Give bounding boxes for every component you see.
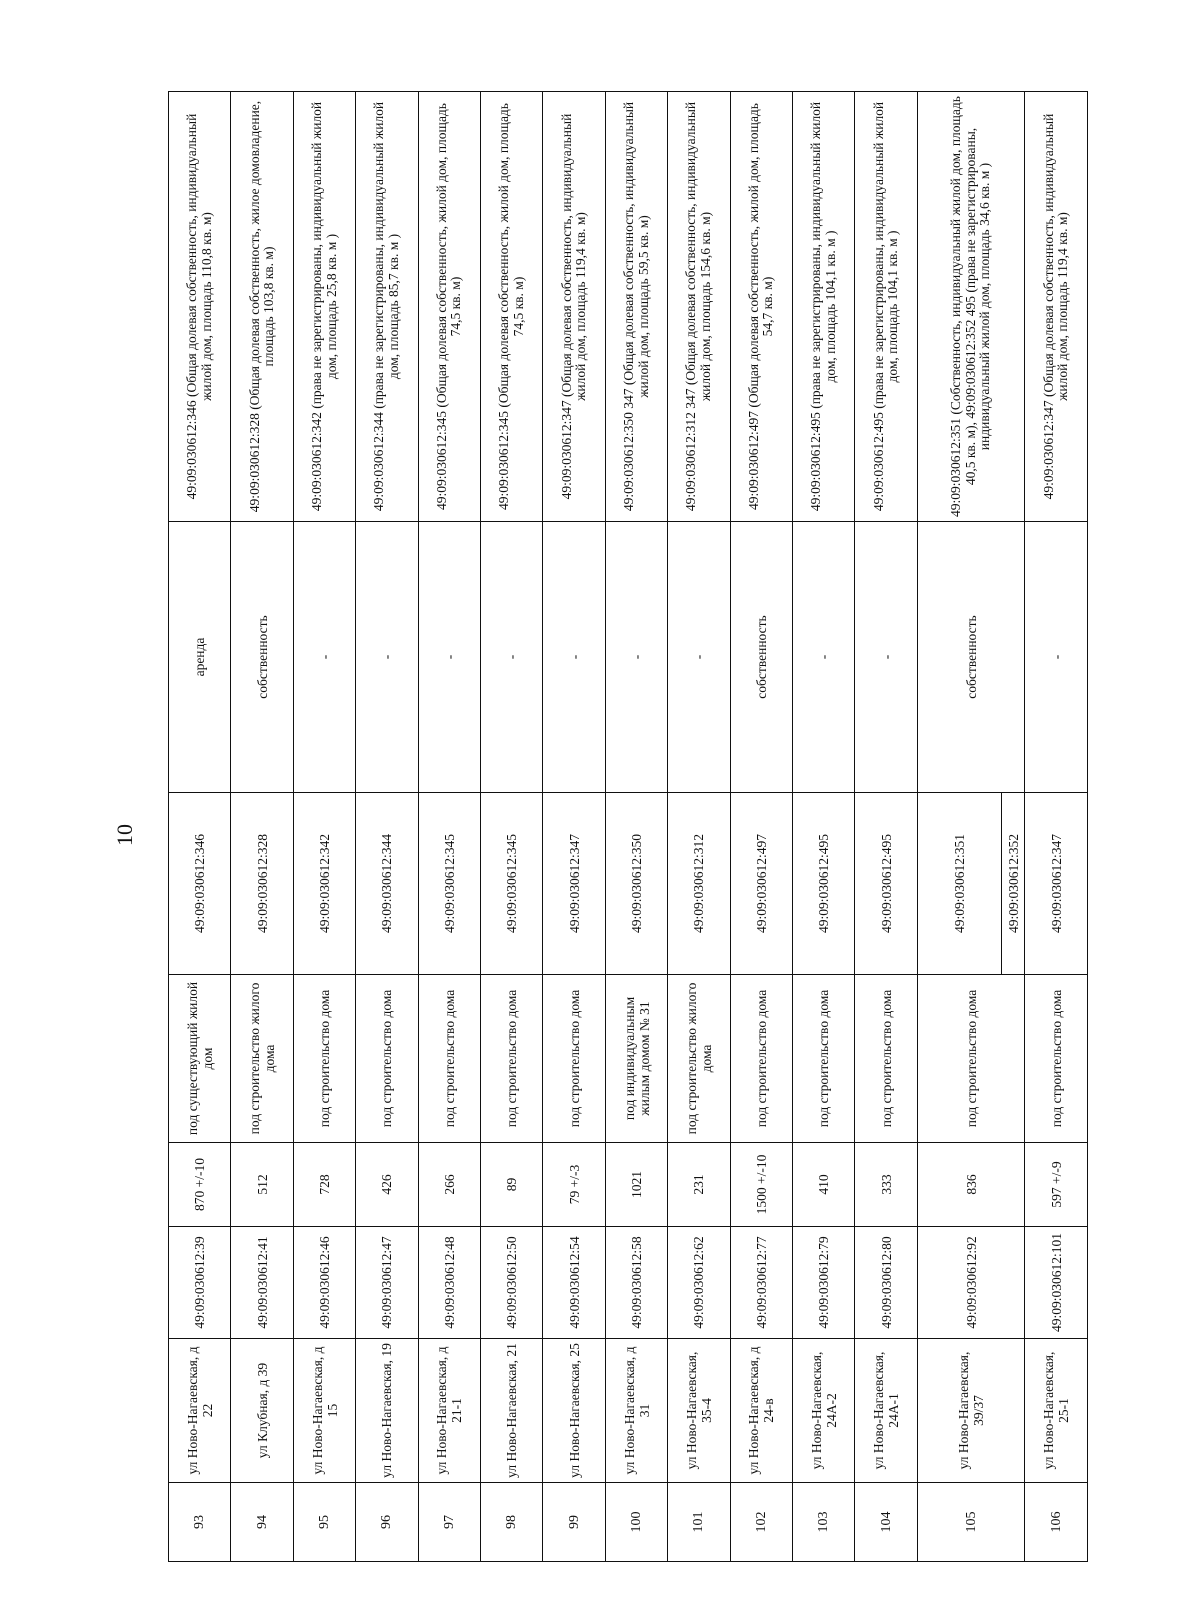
area-cell: 728 — [293, 1143, 355, 1227]
building-number-cell: 49:09:030612:312 — [668, 793, 730, 975]
building-number-cell: 49:09:030612:495 — [793, 793, 855, 975]
area-cell: 836 — [917, 1143, 1025, 1227]
permitted-use-cell: под строительство дома — [855, 975, 917, 1143]
building-number-cell: 49:09:030612:346 — [169, 793, 231, 975]
address-cell: ул Ново-Нагаевская, д 24-в — [730, 1339, 792, 1483]
area-cell: 266 — [418, 1143, 480, 1227]
building-info-cell: 49:09:030612:345 (Общая долевая собственность, жилой дом, площадь 74,5 кв. м) — [418, 92, 480, 522]
right-type-cell: - — [855, 522, 917, 793]
row-number: 102 — [730, 1483, 792, 1562]
land-registry-sheet — [168, 92, 1088, 1562]
address-cell: ул Ново-Нагаевская, 21 — [481, 1339, 543, 1483]
area-cell: 231 — [668, 1143, 730, 1227]
cadastral-number-cell: 49:09:030612:46 — [293, 1227, 355, 1339]
address-cell: ул Ново-Нагаевская, 19 — [356, 1339, 418, 1483]
right-type-cell: - — [356, 522, 418, 793]
cadastral-number-cell: 49:09:030612:58 — [605, 1227, 667, 1339]
permitted-use-cell: под строительство дома — [418, 975, 480, 1143]
address-cell: ул Ново-Нагаевская, 39/37 — [917, 1339, 1025, 1483]
address-cell: ул Ново-Нагаевская, 25-1 — [1025, 1339, 1088, 1483]
building-number-cell: 49:09:030612:350 — [605, 793, 667, 975]
right-type-cell: - — [481, 522, 543, 793]
building-number-cell: 49:09:030612:347 — [543, 793, 605, 975]
row-number: 106 — [1025, 1483, 1088, 1562]
cadastral-number-cell: 49:09:030612:50 — [481, 1227, 543, 1339]
right-type-cell: собственность — [917, 522, 1025, 793]
right-type-cell: - — [793, 522, 855, 793]
cadastral-number-cell: 49:09:030612:41 — [231, 1227, 293, 1339]
address-cell: ул Ново-Нагаевская, 25 — [543, 1339, 605, 1483]
building-info-cell: 49:09:030612:345 (Общая долевая собственность, жилой дом, площадь 74,5 кв. м) — [481, 92, 543, 522]
building-number-cell: 49:09:030612:495 — [855, 793, 917, 975]
area-cell: 333 — [855, 1143, 917, 1227]
table-row — [169, 92, 231, 1562]
table-row — [793, 92, 855, 1562]
row-number: 98 — [481, 1483, 543, 1562]
table-row — [356, 92, 418, 1562]
right-type-cell: собственность — [231, 522, 293, 793]
cadastral-number-cell: 49:09:030612:54 — [543, 1227, 605, 1339]
right-type-cell: аренда — [169, 522, 231, 793]
address-cell: ул Ново-Нагаевская, 24А-2 — [793, 1339, 855, 1483]
page-number: 10 — [112, 824, 137, 846]
area-cell: 79 +/-3 — [543, 1143, 605, 1227]
building-number-cell: 49:09:030612:342 — [293, 793, 355, 975]
permitted-use-cell: под строительство дома — [356, 975, 418, 1143]
table-row — [418, 92, 480, 1562]
row-number: 93 — [169, 1483, 231, 1562]
permitted-use-cell: под строительство дома — [293, 975, 355, 1143]
area-cell: 512 — [231, 1143, 293, 1227]
cadastral-number-cell: 49:09:030612:39 — [169, 1227, 231, 1339]
row-number: 94 — [231, 1483, 293, 1562]
row-number: 96 — [356, 1483, 418, 1562]
cadastral-number-cell: 49:09:030612:92 — [917, 1227, 1025, 1339]
cadastral-number-cell: 49:09:030612:77 — [730, 1227, 792, 1339]
area-cell: 870 +/-10 — [169, 1143, 231, 1227]
area-cell: 410 — [793, 1143, 855, 1227]
building-info-cell: 49:09:030612:346 (Общая долевая собственность, индивидуальный жилой дом, площадь 110,8 кв. м) — [169, 92, 231, 522]
building-info-cell: 49:09:030612:312 347 (Общая долевая собственность, индивидуальный жилой дом, площадь 154,6 кв. м) — [668, 92, 730, 522]
right-type-cell: - — [605, 522, 667, 793]
right-type-cell: - — [1025, 522, 1088, 793]
building-info-cell: 49:09:030612:495 (права не зарегистрированы, индивидуальный жилой дом, площадь 104,1 кв. м ) — [855, 92, 917, 522]
cadastral-number-cell: 49:09:030612:47 — [356, 1227, 418, 1339]
permitted-use-cell: под строительство жилого дома — [231, 975, 293, 1143]
permitted-use-cell: под существующий жилой дом — [169, 975, 231, 1143]
cadastral-number-cell: 49:09:030612:48 — [418, 1227, 480, 1339]
table-row — [668, 92, 730, 1562]
address-cell: ул Ново-Нагаевская, д 31 — [605, 1339, 667, 1483]
permitted-use-cell: под строительство жилого дома — [668, 975, 730, 1143]
area-cell: 426 — [356, 1143, 418, 1227]
table-row — [1025, 92, 1088, 1562]
building-number-cell: 49:09:030612:347 — [1025, 793, 1088, 975]
area-cell: 1500 +/-10 — [730, 1143, 792, 1227]
right-type-cell: - — [543, 522, 605, 793]
permitted-use-cell: под строительство дома — [917, 975, 1025, 1143]
permitted-use-cell: под строительство дома — [730, 975, 792, 1143]
table-row — [543, 92, 605, 1562]
building-info-cell: 49:09:030612:495 (права не зарегистрированы, индивидуальный жилой дом, площадь 104,1 кв. м ) — [793, 92, 855, 522]
area-cell: 597 +/-9 — [1025, 1143, 1088, 1227]
cadastral-number-cell: 49:09:030612:62 — [668, 1227, 730, 1339]
right-type-cell: - — [293, 522, 355, 793]
building-info-cell: 49:09:030612:497 (Общая долевая собственность, жилой дом, площадь 54,7 кв. м) — [730, 92, 792, 522]
area-cell: 89 — [481, 1143, 543, 1227]
building-number-cell: 49:09:030612:328 — [231, 793, 293, 975]
building-number-cell: 49:09:030612:351 — [917, 793, 1001, 975]
address-cell: ул Ново-Нагаевская, 35-4 — [668, 1339, 730, 1483]
right-type-cell: - — [418, 522, 480, 793]
permitted-use-cell: под строительство дома — [481, 975, 543, 1143]
table-row — [917, 92, 1001, 1562]
row-number: 95 — [293, 1483, 355, 1562]
permitted-use-cell: под строительство дома — [793, 975, 855, 1143]
building-number-cell: 49:09:030612:345 — [418, 793, 480, 975]
land-registry-table — [168, 91, 1088, 1562]
right-type-cell: собственность — [730, 522, 792, 793]
address-cell: ул Ново-Нагаевская, д 15 — [293, 1339, 355, 1483]
row-number: 101 — [668, 1483, 730, 1562]
building-info-cell: 49:09:030612:347 (Общая долевая собственность, индивидуальный жилой дом, площадь 119,4 кв. м) — [1025, 92, 1088, 522]
row-number: 99 — [543, 1483, 605, 1562]
row-number: 103 — [793, 1483, 855, 1562]
cadastral-number-cell: 49:09:030612:79 — [793, 1227, 855, 1339]
building-info-cell: 49:09:030612:351 (Собственность, индивидуальный жилой дом, площадь 40,5 кв. м), 49:09:030612:352 495 (права не зарегистрированы, индивидуальный жилой дом, площадь 34,6 кв. м ) — [917, 92, 1025, 522]
right-type-cell: - — [668, 522, 730, 793]
building-number-cell: 49:09:030612:345 — [481, 793, 543, 975]
cadastral-number-cell: 49:09:030612:101 — [1025, 1227, 1088, 1339]
building-number-cell: 49:09:030612:352 — [1001, 793, 1025, 975]
row-number: 105 — [917, 1483, 1025, 1562]
table-row — [605, 92, 667, 1562]
row-number: 104 — [855, 1483, 917, 1562]
permitted-use-cell: под строительство дома — [1025, 975, 1088, 1143]
building-info-cell: 49:09:030612:342 (права не зарегистрированы, индивидуальный жилой дом, площадь 25,8 кв. м ) — [293, 92, 355, 522]
row-number: 97 — [418, 1483, 480, 1562]
table-row — [855, 92, 917, 1562]
table-row — [481, 92, 543, 1562]
building-info-cell: 49:09:030612:347 (Общая долевая собственность, индивидуальный жилой дом, площадь 119,4 кв. м) — [543, 92, 605, 522]
cadastral-number-cell: 49:09:030612:80 — [855, 1227, 917, 1339]
building-number-cell: 49:09:030612:497 — [730, 793, 792, 975]
area-cell: 1021 — [605, 1143, 667, 1227]
table-row — [730, 92, 792, 1562]
address-cell: ул Ново-Нагаевская, 24А-1 — [855, 1339, 917, 1483]
table-row — [293, 92, 355, 1562]
building-info-cell: 49:09:030612:350 347 (Общая долевая собственность, индивидуальный жилой дом, площадь 59,5 кв. м) — [605, 92, 667, 522]
address-cell: ул Ново-Нагаевская, д 21-1 — [418, 1339, 480, 1483]
building-number-cell: 49:09:030612:344 — [356, 793, 418, 975]
building-info-cell: 49:09:030612:344 (права не зарегистрированы, индивидуальный жилой дом, площадь 85,7 кв. м ) — [356, 92, 418, 522]
registry-body — [169, 92, 1088, 1562]
address-cell: ул Ново-Нагаевская, д 22 — [169, 1339, 231, 1483]
row-number: 100 — [605, 1483, 667, 1562]
building-info-cell: 49:09:030612:328 (Общая долевая собственность, жилое домовладение, площадь 103,8 кв. м) — [231, 92, 293, 522]
permitted-use-cell: под строительство дома — [543, 975, 605, 1143]
address-cell: ул Клубная, д 39 — [231, 1339, 293, 1483]
table-row — [231, 92, 293, 1562]
permitted-use-cell: под индивидуальным жилым домом № 31 — [605, 975, 667, 1143]
